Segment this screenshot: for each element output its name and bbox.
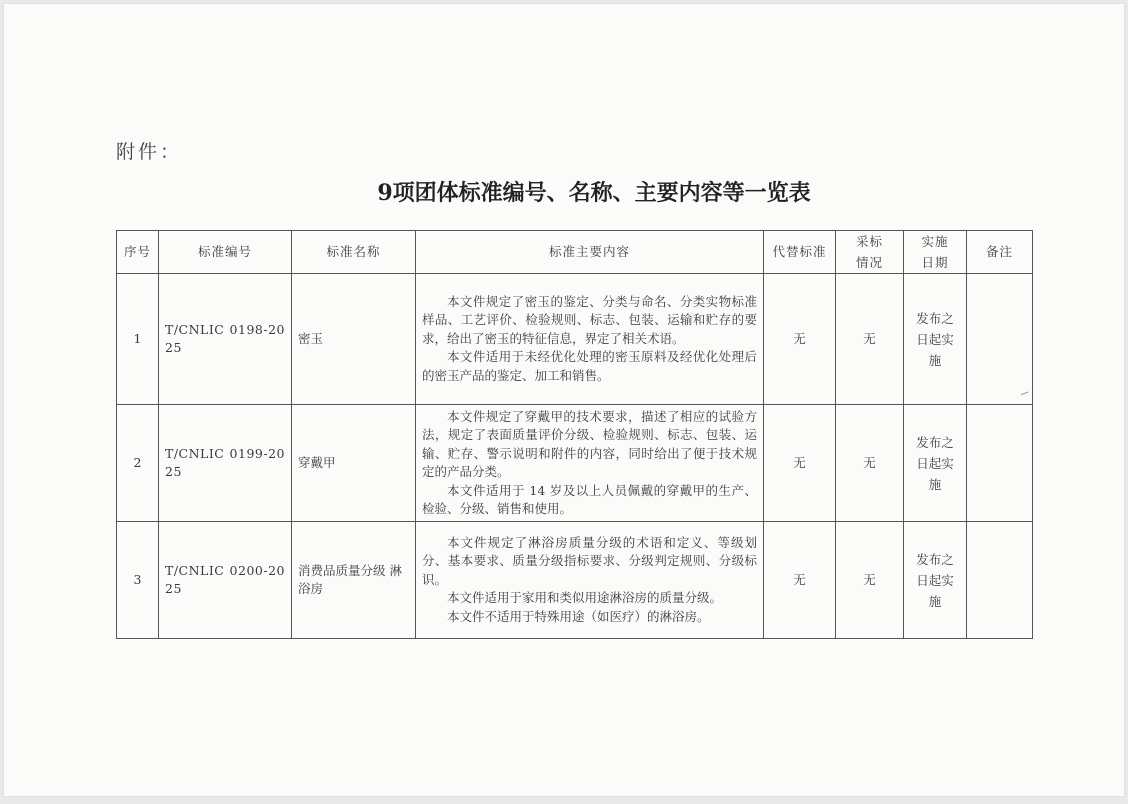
row-name: 密玉 xyxy=(292,274,416,405)
row-name: 消费品质量分级 淋浴房 xyxy=(292,522,416,639)
table-row xyxy=(117,405,1033,522)
table-row xyxy=(117,522,1033,639)
content-paragraph: 本文件适用于家用和类似用途淋浴房的质量分级。 xyxy=(447,590,723,606)
table-header-row xyxy=(117,231,1033,274)
table-row xyxy=(117,274,1033,405)
row-adopt: 无 xyxy=(836,274,904,405)
row-date-text: 发布之日起实施 xyxy=(916,551,954,609)
row-date-text: 发布之日起实施 xyxy=(916,310,954,368)
row-seq: 3 xyxy=(117,522,159,639)
content-paragraph: 本文件规定了密玉的鉴定、分类与命名、分类实物标准样品、工艺评价、检验规则、标志、包装、运输和贮存的要求，给出了密玉的特征信息，界定了相关术语。 xyxy=(422,293,757,346)
row-remark xyxy=(967,274,1033,405)
header-remark: 备注 xyxy=(967,231,1033,274)
row-adopt: 无 xyxy=(836,522,904,639)
row-replace: 无 xyxy=(764,274,836,405)
content-paragraph: 本文件不适用于特殊用途（如医疗）的淋浴房。 xyxy=(447,608,710,624)
row-date xyxy=(904,274,967,405)
attachment-label: 附件： xyxy=(116,141,183,163)
standards-table xyxy=(116,230,1033,639)
header-code: 标准编号 xyxy=(159,231,292,274)
row-name: 穿戴甲 xyxy=(292,405,416,522)
document-page xyxy=(4,4,1124,796)
document-title: 9项团体标准编号、名称、主要内容等一览表 xyxy=(377,180,811,206)
row-seq: 2 xyxy=(117,405,159,522)
row-date xyxy=(904,522,967,639)
header-adopt-text: 采标情况 xyxy=(855,234,883,270)
row-code: T/CNLIC 0199-2025 xyxy=(159,405,292,522)
row-adopt: 无 xyxy=(836,405,904,522)
row-content xyxy=(416,522,764,639)
row-content xyxy=(416,405,764,522)
header-replace: 代替标准 xyxy=(764,231,836,274)
header-name: 标准名称 xyxy=(292,231,416,274)
header-content: 标准主要内容 xyxy=(416,231,764,274)
content-paragraph: 本文件适用于未经优化处理的密玉原料及经优化处理后的密玉产品的鉴定、加工和销售。 xyxy=(422,349,757,383)
header-seq: 序号 xyxy=(117,231,159,274)
row-code: T/CNLIC 0198-2025 xyxy=(159,274,292,405)
row-seq: 1 xyxy=(117,274,159,405)
row-replace: 无 xyxy=(764,405,836,522)
row-date-text: 发布之日起实施 xyxy=(916,434,954,492)
row-content xyxy=(416,274,764,405)
row-replace: 无 xyxy=(764,522,836,639)
row-date xyxy=(904,405,967,522)
content-paragraph: 本文件规定了淋浴房质量分级的术语和定义、等级划分、基本要求、质量分级指标要求、分级判定规则、分级标识。 xyxy=(422,534,757,587)
header-adopt xyxy=(836,231,904,274)
header-date xyxy=(904,231,967,274)
content-paragraph: 本文件规定了穿戴甲的技术要求，描述了相应的试验方法，规定了表面质量评价分级、检验规则、标志、包装、运输、贮存、警示说明和附件的内容，同时给出了便于技术规定的产品分类。 xyxy=(422,408,757,479)
row-remark xyxy=(967,522,1033,639)
row-remark xyxy=(967,405,1033,522)
row-code: T/CNLIC 0200-2025 xyxy=(159,522,292,639)
header-date-text: 实施日期 xyxy=(921,234,949,270)
content-paragraph: 本文件适用于 14 岁及以上人员佩戴的穿戴甲的生产、检验、分级、销售和使用。 xyxy=(422,482,757,516)
